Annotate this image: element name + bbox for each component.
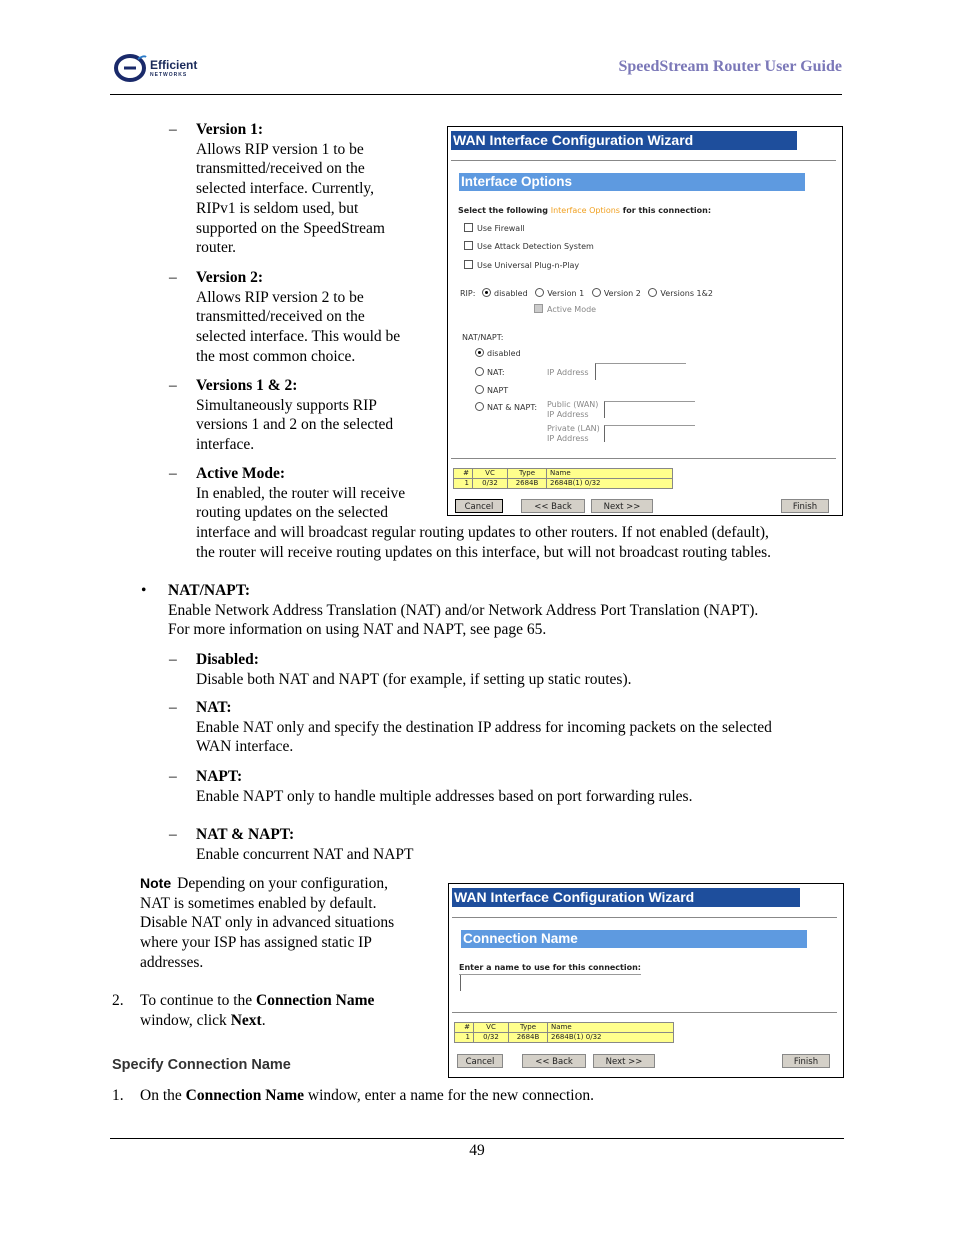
- wizard-subtitle: Connection Name: [461, 930, 807, 948]
- private-label-2: IP Address: [547, 434, 589, 443]
- text-line: routing updates on the selected: [196, 504, 388, 522]
- text-line: NAT is sometimes enabled by default.: [140, 894, 377, 912]
- option-upnp[interactable]: [464, 260, 579, 270]
- logo: [114, 53, 206, 83]
- rip-option: Version 2: [603, 289, 641, 298]
- nat-nat-option[interactable]: [475, 367, 505, 377]
- table-header: Type: [509, 1023, 548, 1033]
- divider: [451, 160, 836, 161]
- header-rule: [110, 94, 842, 95]
- nat-napt-option[interactable]: [475, 385, 508, 395]
- radio[interactable]: [592, 288, 601, 297]
- checkbox[interactable]: [464, 241, 473, 250]
- guide-title: SpeedStream Router User Guide: [618, 58, 842, 75]
- text-line: interface and will broadcast regular routing updates to other routers. If not enabled (default),: [196, 524, 769, 542]
- instruction-highlight: Interface Options: [550, 206, 620, 215]
- nat-option-label: disabled: [487, 349, 521, 358]
- step2-line-1: [140, 991, 440, 1011]
- vc-table: [454, 1022, 674, 1043]
- dash: –: [169, 269, 177, 286]
- private-ip-field[interactable]: [604, 425, 695, 442]
- nat-section: [168, 581, 848, 640]
- option-attack-detection[interactable]: [464, 241, 594, 251]
- nat-option-label: NAT & NAPT:: [487, 403, 538, 412]
- option-label: Use Firewall: [477, 224, 525, 233]
- checkbox[interactable]: [464, 223, 473, 232]
- table-cell: 2684B: [508, 479, 547, 489]
- text-line: Depending on your configuration,: [177, 875, 389, 892]
- step2-line2-pre: window, click: [140, 1011, 231, 1029]
- private-ip-label: [547, 424, 600, 444]
- page-number: 49: [469, 1142, 485, 1159]
- public-label-1: Public (WAN): [547, 400, 599, 409]
- section-title: Specify Connection Name: [112, 1057, 291, 1073]
- finish-button[interactable]: Finish: [782, 1054, 830, 1068]
- finish-button[interactable]: Finish: [781, 499, 829, 513]
- table-cell: 2684B(1) 0/32: [548, 1033, 674, 1043]
- step1-pre: On the: [140, 1087, 186, 1104]
- nat-option-label: NAPT: [487, 386, 509, 395]
- back-button[interactable]: << Back: [522, 1054, 586, 1068]
- text-line: addresses.: [140, 953, 204, 971]
- nat-disabled: [196, 650, 846, 689]
- rip-active-title: Active Mode:: [196, 465, 286, 482]
- divider: [452, 1012, 837, 1013]
- vc-table: [453, 468, 673, 489]
- logo-name: Efficient: [150, 58, 198, 72]
- nat-napt-title: NAPT:: [196, 768, 243, 785]
- text-line: interface.: [196, 436, 255, 454]
- rip-row: [460, 288, 713, 298]
- table-header: Name: [547, 469, 673, 479]
- checkbox[interactable]: [464, 260, 473, 269]
- step2-bold: Connection Name: [256, 992, 375, 1009]
- text-line: transmitted/received on the: [196, 308, 365, 326]
- back-button[interactable]: << Back: [521, 499, 585, 513]
- table-header: VC: [474, 1023, 509, 1033]
- text-line: Disable NAT only in advanced situations: [140, 914, 395, 932]
- text-line: Simultaneously supports RIP: [196, 396, 377, 414]
- option-label: Use Attack Detection System: [477, 242, 594, 251]
- footer-rule: [110, 1138, 844, 1139]
- wizard-connection-name: [448, 883, 844, 1078]
- rip-option: Versions 1&2: [660, 289, 713, 298]
- step2-line-2: [140, 1011, 440, 1031]
- text-line: WAN interface.: [196, 738, 294, 756]
- rip-v12-title: Versions 1 & 2:: [196, 377, 298, 394]
- text-line: RIPv1 is seldom used, but: [196, 199, 359, 217]
- wizard-title: WAN Interface Configuration Wizard: [451, 131, 797, 150]
- text-line: the most common choice.: [196, 347, 356, 365]
- table-cell: 1: [454, 479, 473, 489]
- text-line: versions 1 and 2 on the selected: [196, 416, 394, 434]
- step2-pre: To continue to the: [140, 992, 257, 1009]
- nat-option-label: NAT:: [487, 368, 505, 377]
- text-line: Enable concurrent NAT and NAPT: [196, 845, 414, 863]
- text-line: Enable NAT only and specify the destination IP address for incoming packets on the selected: [196, 718, 772, 736]
- divider: [452, 917, 837, 918]
- table-header: #: [454, 469, 473, 479]
- text-line: selected interface. This would be: [196, 328, 401, 346]
- dash: –: [169, 699, 177, 716]
- note: [140, 874, 440, 973]
- public-label-2: IP Address: [547, 410, 589, 419]
- table-header: #: [455, 1023, 474, 1033]
- dash: –: [169, 651, 177, 668]
- table-cell: 2684B: [509, 1033, 548, 1043]
- text-line: the router will receive routing updates on this interface, but will not broadcast routing tables.: [196, 543, 772, 561]
- nat-both-option[interactable]: [475, 402, 537, 412]
- wizard-interface-options: [447, 126, 843, 516]
- instruction-pre: Select the following: [458, 206, 551, 215]
- radio[interactable]: [482, 288, 491, 297]
- rip-v2-title: Version 2:: [196, 269, 264, 286]
- step1-number: 1.: [112, 1087, 124, 1104]
- step1-post: window, enter a name for the new connection.: [304, 1087, 594, 1104]
- rip-v2: [196, 268, 446, 367]
- table-row[interactable]: [455, 1033, 674, 1043]
- nat-both-title: NAT & NAPT:: [196, 826, 295, 843]
- nat-label: NAT/NAPT:: [462, 333, 504, 342]
- dash: –: [169, 377, 177, 394]
- table-header-row: [455, 1023, 674, 1033]
- table-cell: 2684B(1) 0/32: [547, 479, 673, 489]
- wizard-subtitle: Interface Options: [459, 173, 805, 191]
- nat-disabled-option[interactable]: [475, 348, 521, 358]
- step2-line2-post: .: [261, 1011, 266, 1029]
- table-cell: 0/32: [473, 479, 508, 489]
- text-line: In enabled, the router will receive: [196, 484, 406, 502]
- note-line-1: [140, 874, 440, 894]
- table-header: VC: [473, 469, 508, 479]
- divider: [451, 458, 836, 459]
- table-header: Type: [508, 469, 547, 479]
- step2-line2-bold: Next: [230, 1011, 262, 1029]
- text-line: selected interface. Currently,: [196, 180, 375, 198]
- rip-v1: [196, 120, 446, 258]
- rip-option: Version 1: [547, 289, 585, 298]
- nat-ip-label: IP Address: [547, 368, 589, 377]
- nat-nat-title: NAT:: [196, 699, 232, 716]
- efficient-logo-icon: [114, 53, 148, 83]
- nat-both: [196, 825, 846, 864]
- rip-option: disabled: [493, 289, 528, 298]
- text-line: Enable Network Address Translation (NAT) and/or Network Address Port Translation (NAPT).: [168, 601, 759, 619]
- text-line: supported on the SpeedStream: [196, 219, 385, 237]
- text-line: transmitted/received on the: [196, 160, 365, 178]
- checkbox[interactable]: [534, 304, 543, 313]
- step1-bold: Connection Name: [185, 1087, 305, 1104]
- table-cell: 1: [455, 1033, 474, 1043]
- radio[interactable]: [475, 385, 484, 394]
- step2-number: 2.: [112, 992, 124, 1009]
- text-line: Disable both NAT and NAPT (for example, if setting up static routes).: [196, 670, 632, 688]
- table-header-row: [454, 469, 673, 479]
- dash: –: [169, 121, 177, 138]
- nat-nat: [196, 698, 846, 757]
- text-line: Allows RIP version 2 to be: [196, 288, 364, 306]
- dash: –: [169, 768, 177, 785]
- text-line: Enable NAPT only to handle multiple addresses based on port forwarding rules.: [196, 787, 693, 805]
- nat-disabled-title: Disabled:: [196, 651, 259, 668]
- step2: [140, 991, 440, 1030]
- text-line: router.: [196, 239, 237, 257]
- rip-label: RIP:: [460, 289, 476, 298]
- table-row[interactable]: [454, 479, 673, 489]
- wizard-title: WAN Interface Configuration Wizard: [452, 888, 800, 907]
- instruction: [458, 206, 711, 215]
- logo-sub: NETWORKS: [150, 72, 188, 78]
- next-button[interactable]: Next >>: [593, 1054, 655, 1068]
- radio[interactable]: [475, 348, 484, 357]
- note-label: Note: [140, 875, 172, 891]
- text-line: where your ISP has assigned static IP: [140, 934, 372, 952]
- table-cell: 0/32: [474, 1033, 509, 1043]
- radio[interactable]: [475, 402, 484, 411]
- dash: –: [169, 826, 177, 843]
- private-label-1: Private (LAN): [547, 424, 600, 433]
- rip-v1-title: Version 1:: [196, 121, 264, 138]
- option-label: Use Universal Plug-n-Play: [477, 261, 580, 270]
- next-button[interactable]: Next >>: [591, 499, 653, 513]
- public-ip-label: [547, 400, 598, 420]
- bullet: •: [141, 582, 147, 599]
- radio[interactable]: [535, 288, 544, 297]
- radio[interactable]: [648, 288, 657, 297]
- option-firewall[interactable]: [464, 223, 525, 233]
- nat-title: NAT/NAPT:: [168, 582, 251, 599]
- cancel-button[interactable]: Cancel: [457, 1054, 503, 1068]
- cancel-button[interactable]: Cancel: [455, 499, 503, 513]
- active-mode-label: Active Mode: [547, 305, 597, 314]
- radio[interactable]: [475, 367, 484, 376]
- instruction-post: for this connection:: [619, 206, 712, 215]
- nat-napt: [196, 767, 846, 806]
- table-header: Name: [548, 1023, 674, 1033]
- rip-v12: [196, 376, 446, 455]
- public-ip-field[interactable]: [604, 401, 695, 418]
- text-line: Allows RIP version 1 to be: [196, 140, 364, 158]
- dash: –: [169, 465, 177, 482]
- nat-ip-field[interactable]: [595, 363, 686, 380]
- text-line: For more information on using NAT and NAPT, see page 65.: [168, 621, 547, 639]
- step1: [140, 1086, 840, 1106]
- active-mode-option[interactable]: [534, 304, 596, 314]
- connection-name-field[interactable]: [460, 975, 641, 991]
- instruction: Enter a name to use for this connection:: [459, 963, 642, 972]
